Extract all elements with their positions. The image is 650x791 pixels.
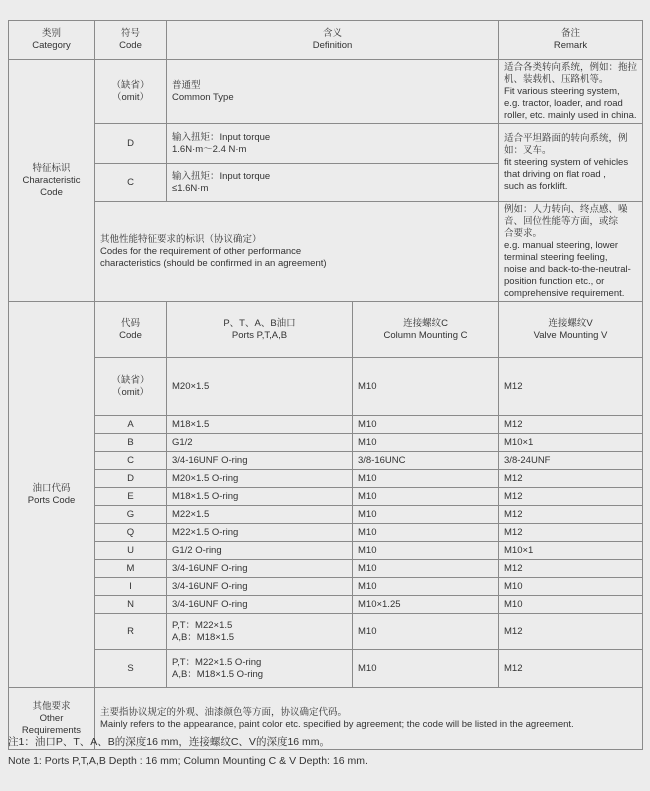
char-definition [167, 124, 499, 164]
char-other-remark-line: noise and back-to-the-neutral-position function etc., or [504, 263, 631, 287]
port-column-c: M10 [353, 506, 499, 524]
header-definition-line: Definition [312, 40, 353, 51]
port-code [95, 358, 167, 416]
port-code [95, 650, 167, 688]
port-thread-line: 3/4-16UNF O-ring [172, 562, 248, 574]
port-code-line: G [126, 508, 135, 520]
port-thread [167, 506, 353, 524]
char-definition-line: 1.6N·m～2.4 N·m [172, 143, 247, 155]
header-code [95, 21, 167, 60]
port-thread-line: P,T：M22×1.5 O-ring [172, 657, 262, 668]
port-column-c: M10 [353, 524, 499, 542]
table-row [9, 434, 643, 452]
char-code-line: （omit） [112, 91, 149, 103]
ports-header-ports [167, 302, 353, 358]
port-thread [167, 470, 353, 488]
port-code [95, 434, 167, 452]
port-thread [167, 524, 353, 542]
port-thread [167, 416, 353, 434]
category-characteristic [9, 60, 95, 302]
char-other-remark-line: 合要求。 [504, 228, 543, 240]
port-valve-v: M12 [499, 524, 643, 542]
ports-header-valve-v [499, 302, 643, 358]
char-definition-line: 输入扭矩：Input torque [172, 132, 271, 143]
port-code-line: I [129, 580, 132, 592]
char-other-definition [95, 202, 499, 302]
table-row [9, 202, 643, 302]
note-cn: 注1：油口P、T、A、B的深度16 mm，连接螺纹C、V的深度16 mm。 [8, 736, 331, 748]
port-code [95, 416, 167, 434]
port-valve-v: M10×1 [499, 542, 643, 560]
char-other-remark-line: comprehensive requirement. [504, 287, 625, 299]
port-code-line: B [127, 436, 134, 448]
port-valve-v: M12 [499, 560, 643, 578]
port-column-c: M10 [353, 358, 499, 416]
port-valve-v: M12 [499, 470, 643, 488]
port-code-line: S [127, 662, 134, 674]
table-row [9, 524, 643, 542]
port-code [95, 524, 167, 542]
port-code-line: （缺省） [111, 375, 150, 386]
header-remark-line: Remark [553, 40, 588, 51]
header-definition [167, 21, 499, 60]
port-valve-v: 3/8-24UNF [499, 452, 643, 470]
port-thread [167, 434, 353, 452]
port-valve-v: M12 [499, 650, 643, 688]
char-other-remark [499, 202, 643, 302]
port-valve-v: M12 [499, 358, 643, 416]
port-thread-line: M18×1.5 O-ring [172, 490, 239, 502]
char-remark [499, 60, 643, 124]
table-row [9, 650, 643, 688]
port-column-c: M10 [353, 470, 499, 488]
port-column-c: 3/8-16UNC [353, 452, 499, 470]
port-code [95, 560, 167, 578]
category-other-requirements-line: 其他要求 [32, 701, 71, 713]
table-row [9, 60, 643, 124]
port-code-line: U [127, 544, 134, 556]
table-row [9, 416, 643, 434]
port-code [95, 614, 167, 650]
port-valve-v: M10 [499, 578, 643, 596]
port-code-line: D [127, 472, 134, 484]
table-row [9, 614, 643, 650]
table-row [9, 302, 643, 358]
char-code [95, 60, 167, 124]
category-ports [9, 302, 95, 688]
char-code-line: （缺省） [111, 79, 150, 91]
port-code-line: R [127, 625, 134, 637]
char-definition-line: 普通型 [172, 79, 201, 91]
ports-header-code-line: Code [119, 329, 142, 341]
header-code-line: Code [119, 40, 142, 51]
char-definition-line: ≤1.6N·m [172, 182, 209, 194]
port-thread-line: G1/2 [172, 436, 193, 448]
port-column-c: M10 [353, 542, 499, 560]
ports-header-column-c-line: Column Mounting C [383, 329, 468, 341]
port-code-line: Q [126, 526, 135, 538]
port-code [95, 542, 167, 560]
table-row [9, 124, 643, 164]
ports-header-column-c [353, 302, 499, 358]
port-thread-line: M18×1.5 [172, 418, 210, 430]
port-valve-v: M10 [499, 596, 643, 614]
table-row [9, 358, 643, 416]
port-code [95, 596, 167, 614]
other-requirements-text-line: Mainly refers to the appearance, paint color etc. specified by agreement; the code will be listed in the agreement. [100, 718, 574, 730]
port-code-line: E [127, 490, 134, 502]
char-definition-line: Common Type [172, 91, 234, 103]
char-remark-line: fit steering system of vehicles that driving on flat road , [504, 156, 629, 180]
port-thread [167, 596, 353, 614]
char-other-remark-line: 例如：人力转向、终点感、噪音、回位性能等方面，或综 [504, 204, 628, 228]
char-other-remark-line: e.g. manual steering, lower terminal steering feeling, [504, 240, 619, 263]
table-row [9, 488, 643, 506]
char-remark-line: 适合平坦路面的转向系统，例如：叉车。 [504, 133, 628, 157]
port-thread [167, 358, 353, 416]
port-column-c: M10 [353, 578, 499, 596]
table-row [9, 542, 643, 560]
port-thread [167, 542, 353, 560]
port-code [95, 578, 167, 596]
port-thread-line: M22×1.5 O-ring [172, 526, 239, 538]
port-thread [167, 488, 353, 506]
port-thread-line: M20×1.5 [172, 380, 210, 392]
port-thread-line: M20×1.5 O-ring [172, 472, 239, 484]
char-remark-line: Fit various steering system, e.g. tractor, loader, and road [504, 85, 623, 109]
port-thread [167, 578, 353, 596]
port-column-c: M10 [353, 488, 499, 506]
port-code [95, 470, 167, 488]
category-other-requirements-line: Other [39, 712, 64, 724]
port-code-line: A [127, 418, 134, 430]
header-code-line: 符号 [120, 28, 140, 40]
port-valve-v: M12 [499, 416, 643, 434]
char-remark-line: roller, etc. mainly used in china. [504, 109, 637, 121]
char-definition-line: 输入扭矩：Input torque [172, 171, 271, 182]
port-thread-line: A,B：M18×1.5 O-ring [172, 668, 264, 680]
char-code [95, 124, 167, 164]
char-definition [167, 60, 499, 124]
ports-header-code [95, 302, 167, 358]
header-remark-line: 备注 [561, 28, 581, 40]
table-row [9, 21, 643, 60]
port-column-c: M10 [353, 614, 499, 650]
port-column-c: M10 [353, 560, 499, 578]
ports-header-code-line: 代码 [120, 318, 140, 329]
port-thread [167, 614, 353, 650]
char-remark-line: such as forklift. [504, 180, 568, 192]
port-code [95, 506, 167, 524]
table-row [9, 596, 643, 614]
port-thread-line: A,B：M18×1.5 [172, 631, 235, 643]
category-characteristic-line: Characteristic [22, 174, 81, 186]
char-other-definition-line: Codes for the requirement of other performance [100, 245, 302, 257]
port-thread-line: G1/2 O-ring [172, 544, 222, 556]
port-code-line: N [127, 598, 134, 610]
table-row [9, 560, 643, 578]
ports-header-valve-v-line: Valve Mounting V [533, 329, 608, 341]
port-thread-line: 3/4-16UNF O-ring [172, 580, 248, 592]
port-thread [167, 452, 353, 470]
port-thread [167, 650, 353, 688]
char-definition [167, 164, 499, 202]
port-valve-v: M12 [499, 614, 643, 650]
ports-header-ports-line: Ports P,T,A,B [231, 329, 288, 341]
port-thread-line: 3/4-16UNF O-ring [172, 454, 248, 466]
port-code [95, 452, 167, 470]
port-thread [167, 560, 353, 578]
header-definition-line: 含义 [323, 28, 343, 40]
port-column-c: M10 [353, 650, 499, 688]
char-other-definition-line: 其他性能特征要求的标识（协议确定） [100, 234, 262, 246]
table-row [9, 470, 643, 488]
port-valve-v: M12 [499, 488, 643, 506]
notes [8, 733, 368, 771]
header-category-line: Category [32, 40, 71, 51]
port-column-c: M10×1.25 [353, 596, 499, 614]
port-column-c: M10 [353, 416, 499, 434]
port-code-line: C [127, 454, 134, 466]
port-code-line: M [126, 562, 135, 574]
port-code-line: （omit） [112, 386, 149, 398]
category-characteristic-line: 特征标识 [32, 162, 71, 174]
char-remark-line: 适合各类转向系统，例如：拖拉机、装载机、压路机等。 [504, 62, 638, 85]
char-code-line: D [127, 137, 134, 149]
spec-table [8, 20, 643, 750]
port-valve-v: M10×1 [499, 434, 643, 452]
port-valve-v: M12 [499, 506, 643, 524]
char-remark [499, 124, 643, 202]
category-ports-line: Ports Code [27, 494, 76, 506]
ports-header-valve-v-line: 连接螺纹V [548, 318, 593, 329]
port-thread-line: 3/4-16UNF O-ring [172, 598, 248, 610]
header-remark [499, 21, 643, 60]
ports-header-ports-line: P、T、A、B油口 [223, 318, 296, 329]
port-column-c: M10 [353, 434, 499, 452]
category-ports-line: 油口代码 [32, 483, 71, 494]
other-requirements-text-line: 主要指协议规定的外观、油漆颜色等方面，协议确定代码。 [100, 707, 348, 718]
category-characteristic-line: Code [40, 186, 63, 198]
char-other-definition-line: characteristics (should be confirmed in an agreement) [100, 257, 327, 269]
char-code-line: C [127, 176, 134, 188]
header-category [9, 21, 95, 60]
table-row [9, 506, 643, 524]
note-en: Note 1: Ports P,T,A,B Depth : 16 mm; Column Mounting C & V Depth: 16 mm. [8, 755, 368, 767]
port-thread-line: P,T：M22×1.5 [172, 620, 233, 631]
port-code [95, 488, 167, 506]
char-code [95, 164, 167, 202]
ports-header-column-c-line: 连接螺纹C [403, 318, 448, 329]
header-category-line: 类别 [41, 28, 61, 40]
category-other-requirements-line: Requirements [21, 724, 82, 736]
table-row [9, 578, 643, 596]
port-thread-line: M22×1.5 [172, 508, 210, 520]
table-row [9, 452, 643, 470]
